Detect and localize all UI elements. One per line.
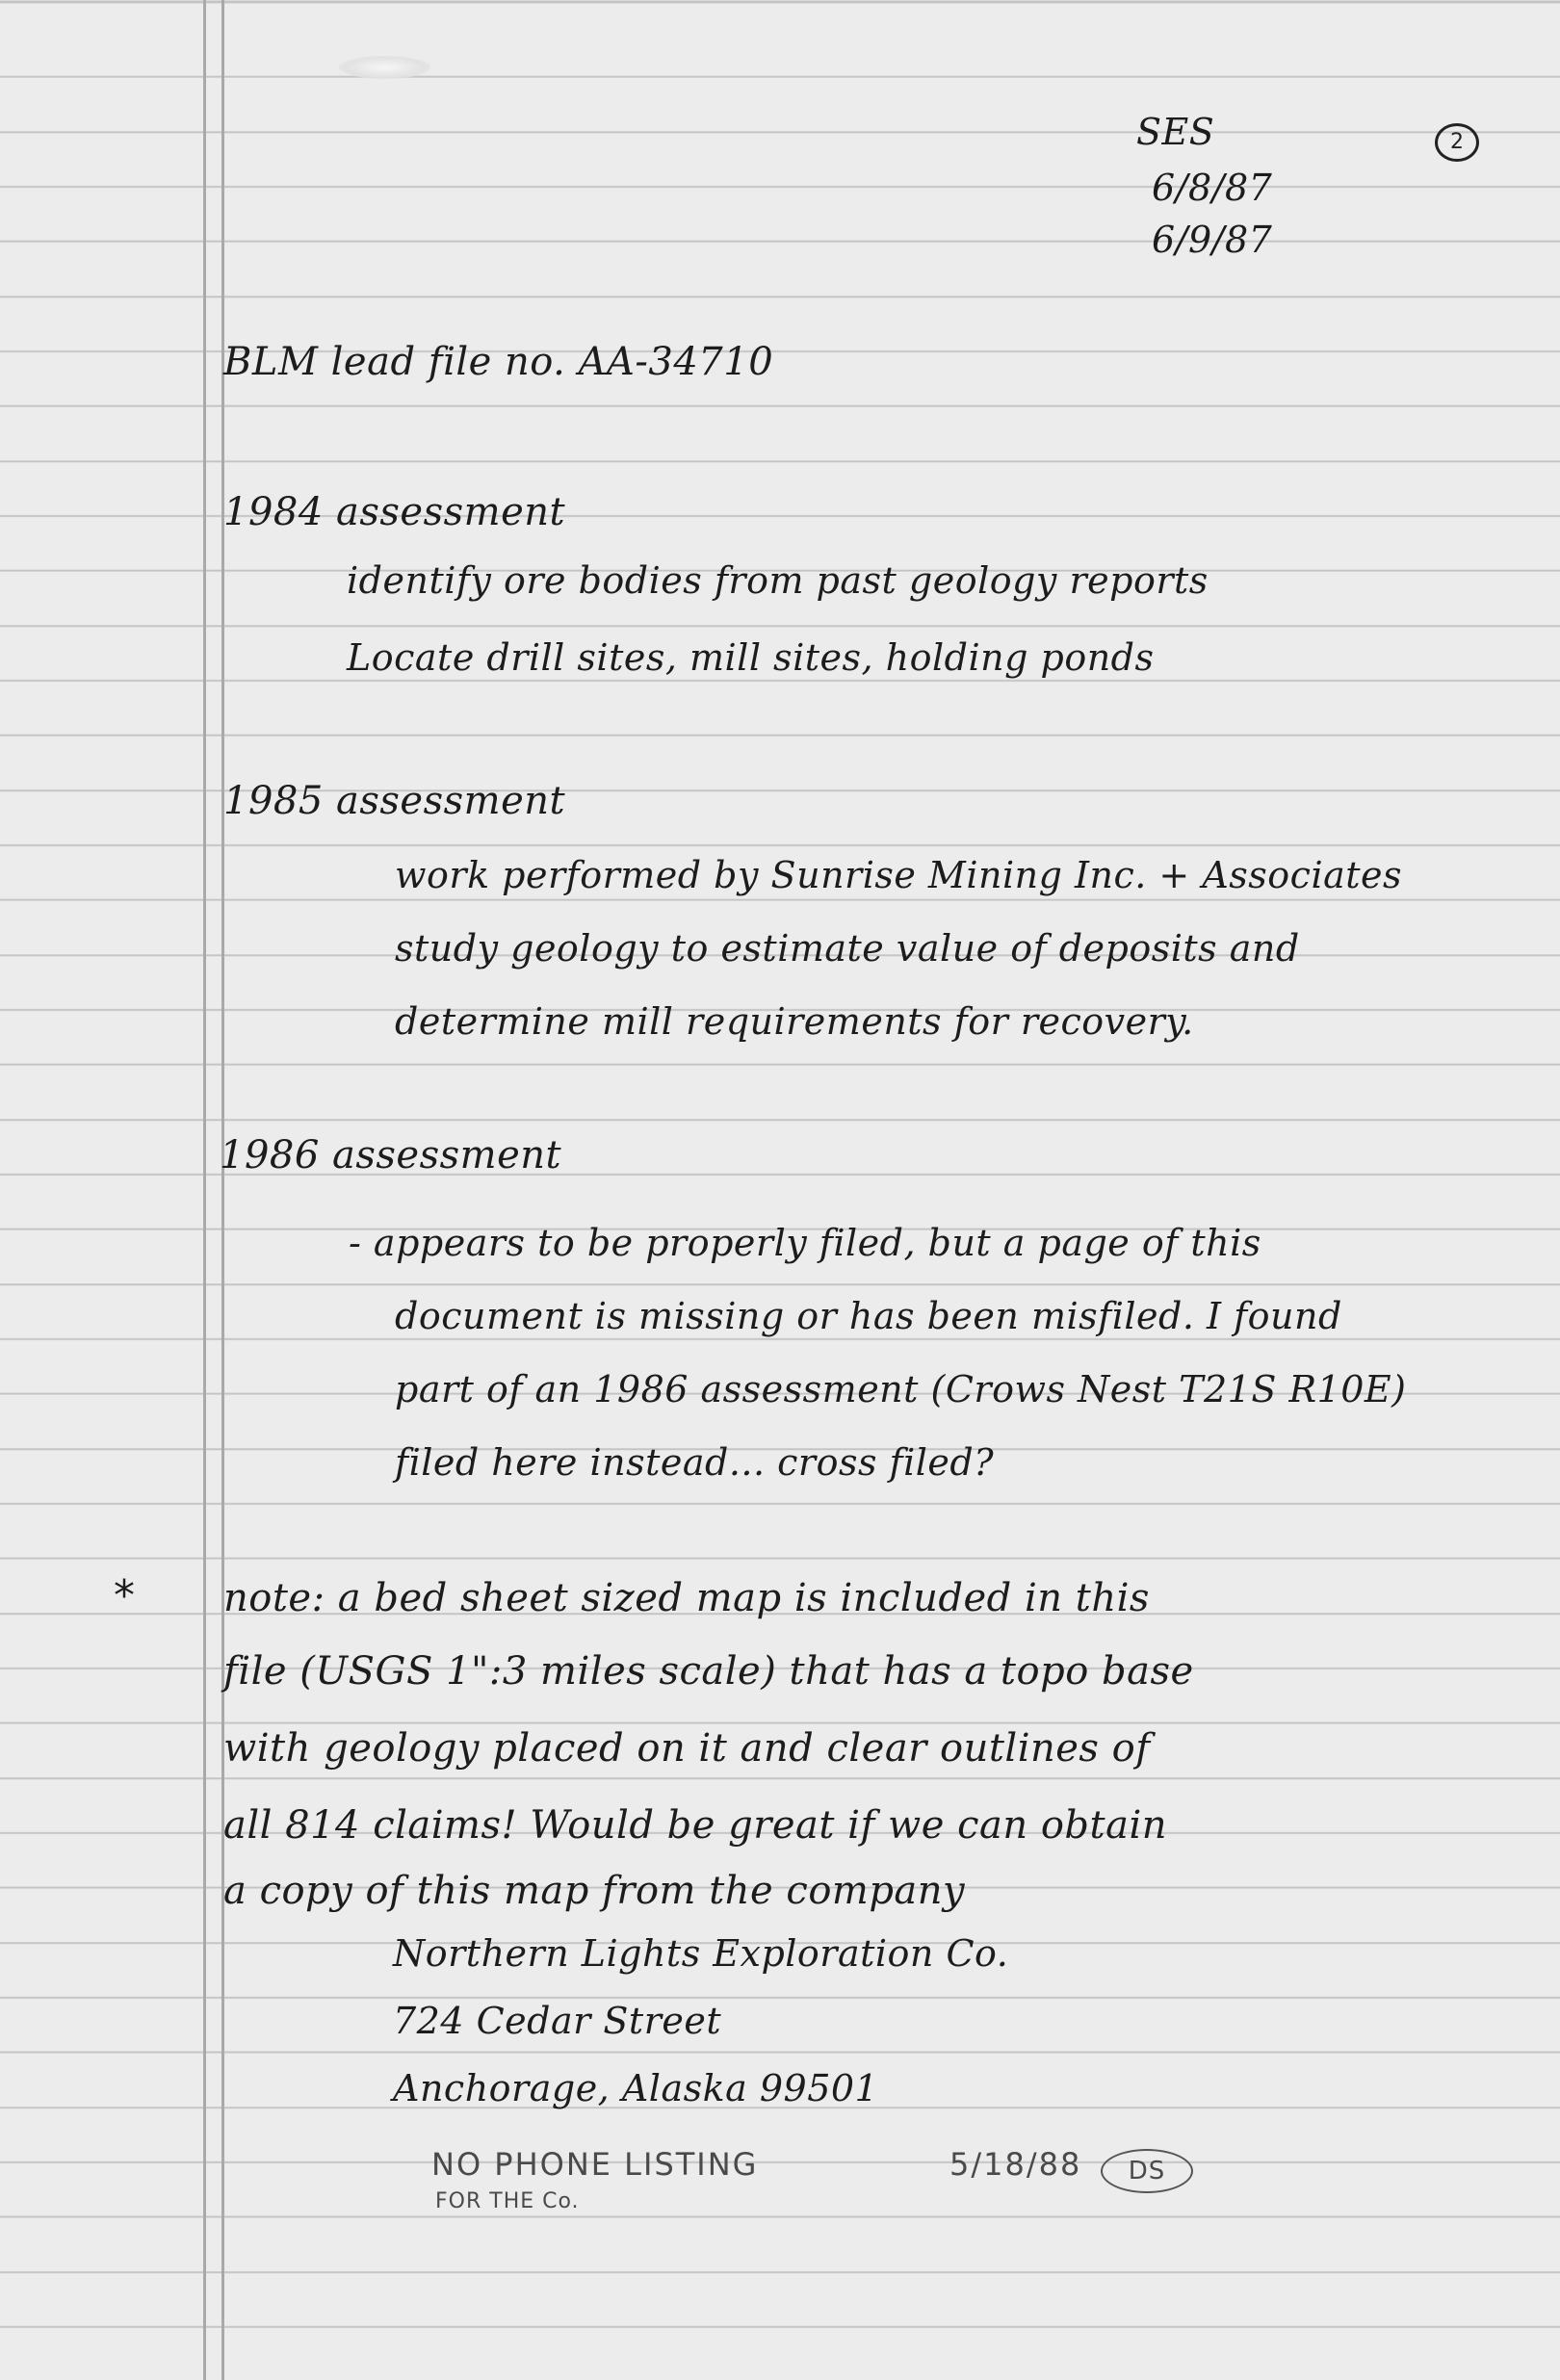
- section-line: work performed by Sunrise Mining Inc. + Associates: [395, 854, 1403, 896]
- note-line: note: a bed sheet sized map is included in this: [223, 1576, 1150, 1620]
- note-line: a copy of this map from the company: [223, 1869, 966, 1913]
- section-line: identify ore bodies from past geology reports: [347, 559, 1209, 602]
- section-line: - appears to be properly filed, but a page of this: [349, 1222, 1261, 1264]
- margin-line: [203, 0, 206, 2380]
- annotation-date: 5/18/88: [949, 2146, 1082, 2183]
- file-reference: BLM lead file no. AA-34710: [223, 340, 774, 384]
- note-line: all 814 claims! Would be great if we can obtain: [223, 1803, 1168, 1848]
- company-name: Northern Lights Exploration Co.: [393, 1932, 1009, 1975]
- note-marker: *: [114, 1571, 135, 1620]
- header-date-1: 6/8/87: [1152, 167, 1273, 209]
- annotation-subtext: FOR THE Co.: [435, 2189, 580, 2213]
- note-line: with geology placed on it and clear outlines of: [223, 1726, 1151, 1771]
- note-line: file (USGS 1":3 miles scale) that has a topo base: [223, 1649, 1194, 1694]
- section-line: study geology to estimate value of deposits and: [395, 927, 1300, 970]
- annotation-text: NO PHONE LISTING: [431, 2146, 759, 2183]
- company-street: 724 Cedar Street: [393, 2000, 722, 2042]
- header-date-2: 6/9/87: [1152, 219, 1273, 261]
- section-heading-1986: 1986 assessment: [220, 1133, 562, 1177]
- paper-smudge: [339, 56, 430, 79]
- annotation-initials: DS: [1101, 2149, 1193, 2193]
- section-line: Locate drill sites, mill sites, holding ponds: [347, 636, 1155, 679]
- header-initials: SES: [1136, 111, 1215, 153]
- section-line: determine mill requirements for recovery.: [395, 1000, 1194, 1043]
- section-line: filed here instead... cross filed?: [395, 1441, 995, 1484]
- section-line: document is missing or has been misfiled. I found: [395, 1295, 1342, 1337]
- section-line: part of an 1986 assessment (Crows Nest T21S R10E): [395, 1368, 1407, 1410]
- section-heading-1985: 1985 assessment: [223, 779, 566, 823]
- section-heading-1984: 1984 assessment: [223, 490, 566, 534]
- company-city: Anchorage, Alaska 99501: [393, 2067, 879, 2109]
- page-number-circle: 2: [1435, 123, 1479, 162]
